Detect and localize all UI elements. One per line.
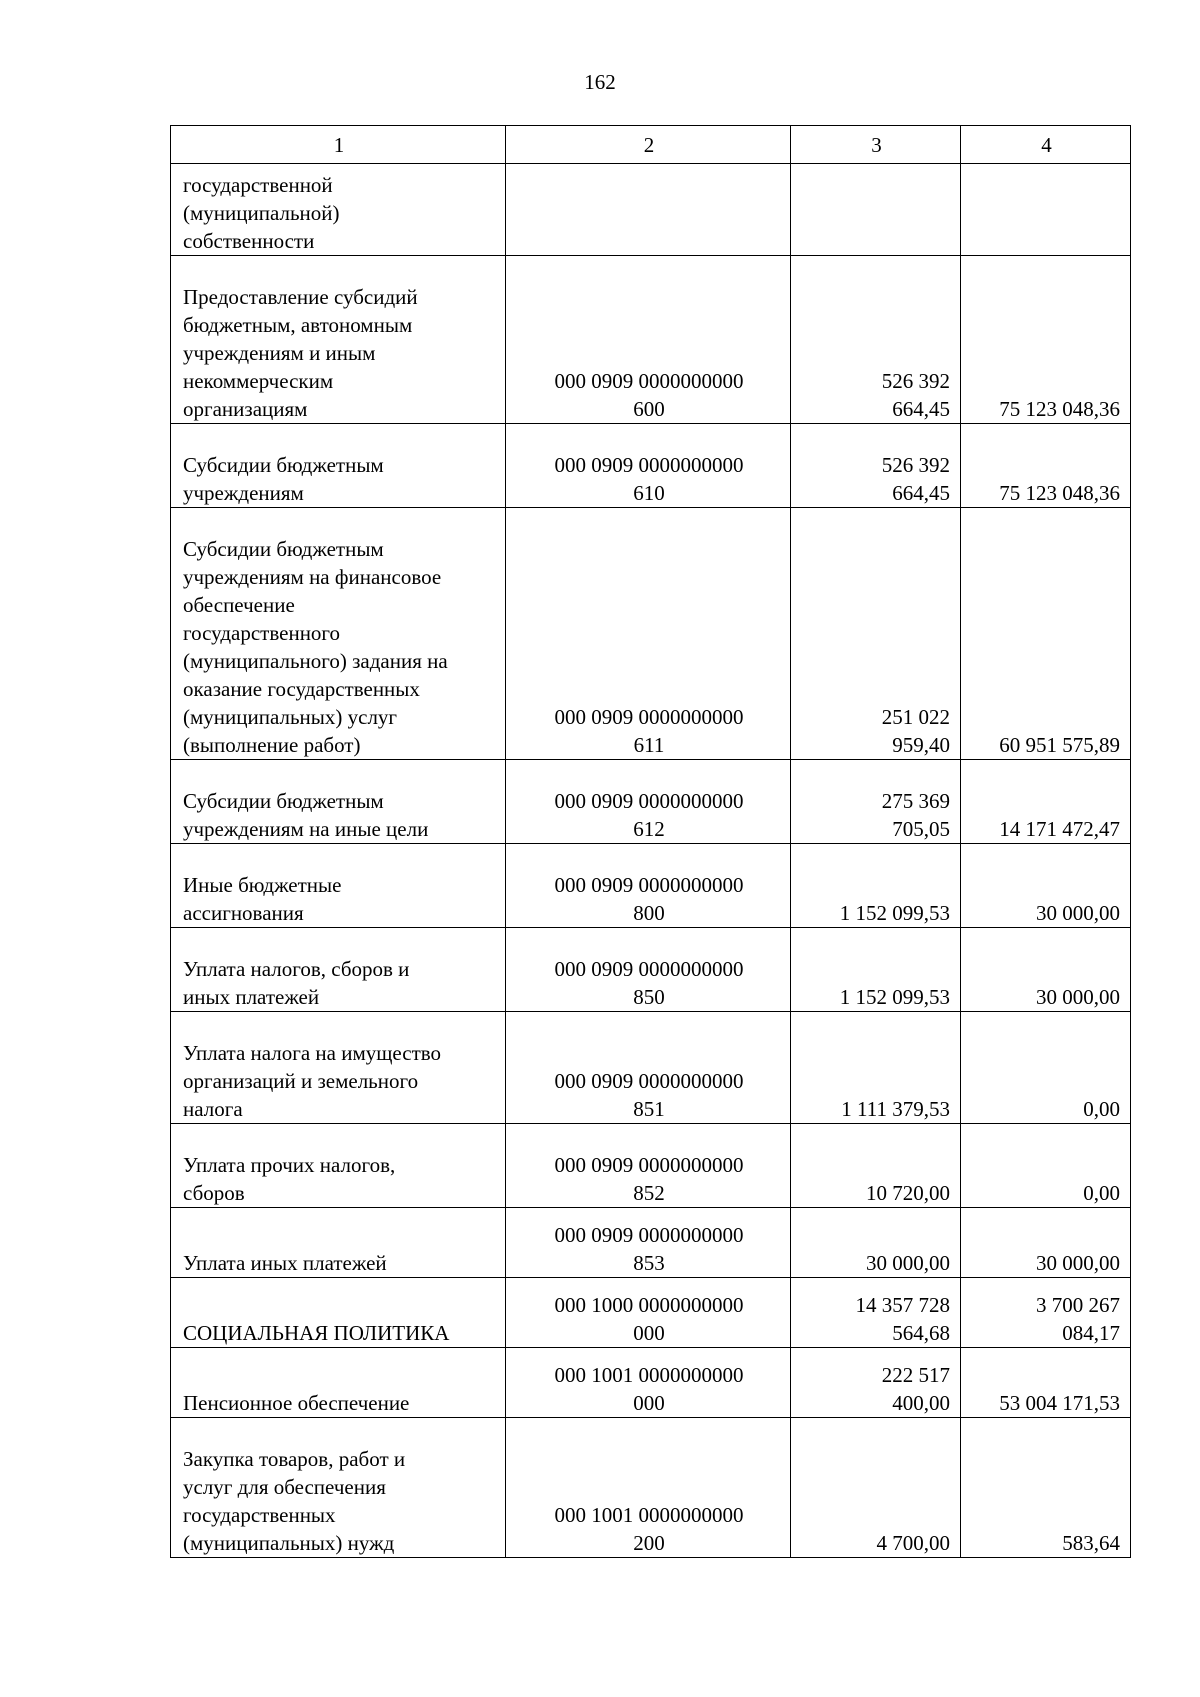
cell-line: 000 <box>633 1391 665 1415</box>
cell-line: 000 1001 0000000000 <box>554 1503 744 1527</box>
cell-line: 610 <box>633 481 665 505</box>
amount-col4-cell <box>961 508 1131 760</box>
cell-line: 959,40 <box>892 733 950 757</box>
amount-col3-cell <box>791 1124 961 1208</box>
amount-col4-cell <box>961 1278 1131 1348</box>
budget-code-cell <box>506 844 791 928</box>
budget-code-cell <box>506 1208 791 1278</box>
amount-col4-cell <box>961 1012 1131 1124</box>
amount-col4-cell <box>961 1124 1131 1208</box>
item-name-cell <box>171 1124 506 1208</box>
budget-code-cell <box>506 928 791 1012</box>
amount-col4-cell <box>961 424 1131 508</box>
cell-line: 000 0909 0000000000 <box>554 1069 744 1093</box>
cell-line: 852 <box>633 1181 665 1205</box>
cell-line: Субсидии бюджетным <box>183 789 384 813</box>
table-row <box>171 760 1131 844</box>
cell-line: 583,64 <box>1062 1531 1120 1555</box>
cell-line: 526 392 <box>881 369 950 393</box>
cell-line: 600 <box>633 397 665 421</box>
cell-line: 4 700,00 <box>876 1531 950 1555</box>
cell-line: учреждениям <box>183 481 304 505</box>
cell-line: 14 171 472,47 <box>999 817 1120 841</box>
cell-line: Уплата налогов, сборов и <box>183 957 410 981</box>
amount-col4-cell <box>961 1208 1131 1278</box>
cell-line: 851 <box>633 1097 665 1121</box>
header-col-4: 4 <box>961 126 1131 164</box>
amount-col3-cell <box>791 928 961 1012</box>
item-name-cell <box>171 508 506 760</box>
cell-line: бюджетным, автономным <box>183 313 413 337</box>
amount-col4-cell <box>961 844 1131 928</box>
item-name-cell <box>171 1348 506 1418</box>
cell-line: 000 0909 0000000000 <box>554 1153 744 1177</box>
cell-line: 850 <box>633 985 665 1009</box>
amount-col3-cell <box>791 424 961 508</box>
cell-line: 800 <box>633 901 665 925</box>
budget-code-cell <box>506 1124 791 1208</box>
amount-col4-cell <box>961 760 1131 844</box>
cell-line: 000 0909 0000000000 <box>554 1223 744 1247</box>
table-row <box>171 928 1131 1012</box>
cell-line: 10 720,00 <box>866 1181 950 1205</box>
amount-col4-cell <box>961 256 1131 424</box>
item-name-cell <box>171 844 506 928</box>
cell-line: государственных <box>183 1503 336 1527</box>
table-row <box>171 424 1131 508</box>
cell-line: 222 517 <box>881 1363 950 1387</box>
cell-line: сборов <box>183 1181 245 1205</box>
table-row <box>171 1278 1131 1348</box>
cell-line: Иные бюджетные <box>183 873 342 897</box>
header-col-1: 1 <box>171 126 506 164</box>
cell-line: 705,05 <box>892 817 950 841</box>
item-name-cell <box>171 164 506 256</box>
cell-line: Субсидии бюджетным <box>183 537 384 561</box>
cell-line: (выполнение работ) <box>183 733 361 757</box>
cell-line: (муниципальных) услуг <box>183 705 398 729</box>
budget-code-cell <box>506 424 791 508</box>
table-row <box>171 508 1131 760</box>
cell-line: 75 123 048,36 <box>999 481 1120 505</box>
cell-line: учреждениям на финансовое <box>183 565 442 589</box>
cell-line: Закупка товаров, работ и <box>183 1447 406 1471</box>
cell-line: Субсидии бюджетным <box>183 453 384 477</box>
budget-code-cell <box>506 164 791 256</box>
cell-line: 3 700 267 <box>1036 1293 1120 1317</box>
cell-line: (муниципального) задания на <box>183 649 448 673</box>
cell-line: Уплата прочих налогов, <box>183 1153 396 1177</box>
table-header <box>171 126 1131 164</box>
budget-code-cell <box>506 256 791 424</box>
cell-line: 000 1000 0000000000 <box>554 1293 744 1317</box>
cell-line: 853 <box>633 1251 665 1275</box>
amount-col4-cell <box>961 1348 1131 1418</box>
amount-col4-cell <box>961 928 1131 1012</box>
item-name-cell <box>171 928 506 1012</box>
item-name-cell <box>171 760 506 844</box>
budget-code-cell <box>506 508 791 760</box>
cell-line: Уплата иных платежей <box>183 1251 387 1275</box>
cell-line: 1 111 379,53 <box>841 1097 950 1121</box>
table-row <box>171 1012 1131 1124</box>
cell-line: 0,00 <box>1083 1181 1120 1205</box>
cell-line: 000 0909 0000000000 <box>554 957 744 981</box>
cell-line: 400,00 <box>892 1391 950 1415</box>
budget-table <box>170 125 1131 1558</box>
header-col-3: 3 <box>791 126 961 164</box>
budget-code-cell <box>506 1418 791 1558</box>
page-number: 162 <box>584 70 616 94</box>
cell-line: 000 0909 0000000000 <box>554 789 744 813</box>
cell-line: 612 <box>633 817 665 841</box>
cell-line: (муниципальных) нужд <box>183 1531 395 1555</box>
cell-line: 30 000,00 <box>1036 1251 1120 1275</box>
table-row <box>171 164 1131 256</box>
cell-line: собственности <box>183 229 315 253</box>
cell-line: обеспечение <box>183 593 295 617</box>
cell-line: 53 004 171,53 <box>999 1391 1120 1415</box>
cell-line: 664,45 <box>892 481 950 505</box>
cell-line: Пенсионное обеспечение <box>183 1391 410 1415</box>
cell-line: некоммерческим <box>183 369 334 393</box>
amount-col3-cell <box>791 256 961 424</box>
cell-line: 30 000,00 <box>1036 985 1120 1009</box>
table-row <box>171 1418 1131 1558</box>
budget-code-cell <box>506 760 791 844</box>
table-row <box>171 256 1131 424</box>
budget-code-cell <box>506 1012 791 1124</box>
cell-line: 664,45 <box>892 397 950 421</box>
cell-line: 0,00 <box>1083 1097 1120 1121</box>
table-row <box>171 1124 1131 1208</box>
cell-line: 000 0909 0000000000 <box>554 873 744 897</box>
cell-line: 000 <box>633 1321 665 1345</box>
cell-line: 611 <box>633 733 665 757</box>
cell-line: иных платежей <box>183 985 320 1009</box>
cell-line: 200 <box>633 1531 665 1555</box>
cell-line: ассигнования <box>183 901 304 925</box>
item-name-cell <box>171 256 506 424</box>
table-row <box>171 1348 1131 1418</box>
amount-col3-cell <box>791 1278 961 1348</box>
table-row <box>171 1208 1131 1278</box>
budget-code-cell <box>506 1278 791 1348</box>
item-name-cell <box>171 424 506 508</box>
cell-line: (муниципальной) <box>183 201 340 225</box>
cell-line: 30 000,00 <box>1036 901 1120 925</box>
cell-line: учреждениям на иные цели <box>183 817 429 841</box>
cell-line: организациям <box>183 397 308 421</box>
amount-col3-cell <box>791 760 961 844</box>
cell-line: 1 152 099,53 <box>839 901 950 925</box>
cell-line: Уплата налога на имущество <box>183 1041 442 1065</box>
cell-line: 75 123 048,36 <box>999 397 1120 421</box>
cell-line: СОЦИАЛЬНАЯ ПОЛИТИКА <box>183 1321 450 1345</box>
cell-line: 000 1001 0000000000 <box>554 1363 744 1387</box>
cell-line: 084,17 <box>1062 1321 1120 1345</box>
cell-line: государственной <box>183 173 333 197</box>
cell-line: 251 022 <box>881 705 950 729</box>
cell-line: 275 369 <box>881 789 950 813</box>
amount-col3-cell <box>791 844 961 928</box>
amount-col3-cell <box>791 1418 961 1558</box>
cell-line: 1 152 099,53 <box>839 985 950 1009</box>
amount-col3-cell <box>791 1348 961 1418</box>
cell-line: 14 357 728 <box>855 1293 950 1317</box>
amount-col3-cell <box>791 1208 961 1278</box>
cell-line: 60 951 575,89 <box>999 733 1120 757</box>
item-name-cell <box>171 1278 506 1348</box>
amount-col3-cell <box>791 164 961 256</box>
cell-line: оказание государственных <box>183 677 420 701</box>
header-col-2: 2 <box>506 126 791 164</box>
cell-line: 526 392 <box>881 453 950 477</box>
amount-col4-cell <box>961 1418 1131 1558</box>
table-row <box>171 844 1131 928</box>
cell-line: Предоставление субсидий <box>183 285 418 309</box>
header-row <box>171 126 1131 164</box>
amount-col3-cell <box>791 1012 961 1124</box>
budget-code-cell <box>506 1348 791 1418</box>
cell-line: государственного <box>183 621 341 645</box>
cell-line: 000 0909 0000000000 <box>554 453 744 477</box>
cell-line: 30 000,00 <box>866 1251 950 1275</box>
item-name-cell <box>171 1012 506 1124</box>
table-body <box>171 164 1131 1558</box>
amount-col3-cell <box>791 508 961 760</box>
cell-line: налога <box>183 1097 243 1121</box>
item-name-cell <box>171 1418 506 1558</box>
cell-line: 564,68 <box>892 1321 950 1345</box>
cell-line: 000 0909 0000000000 <box>554 705 744 729</box>
cell-line: услуг для обеспечения <box>183 1475 386 1499</box>
amount-col4-cell <box>961 164 1131 256</box>
cell-line: организаций и земельного <box>183 1069 419 1093</box>
item-name-cell <box>171 1208 506 1278</box>
cell-line: учреждениям и иным <box>183 341 376 365</box>
cell-line: 000 0909 0000000000 <box>554 369 744 393</box>
